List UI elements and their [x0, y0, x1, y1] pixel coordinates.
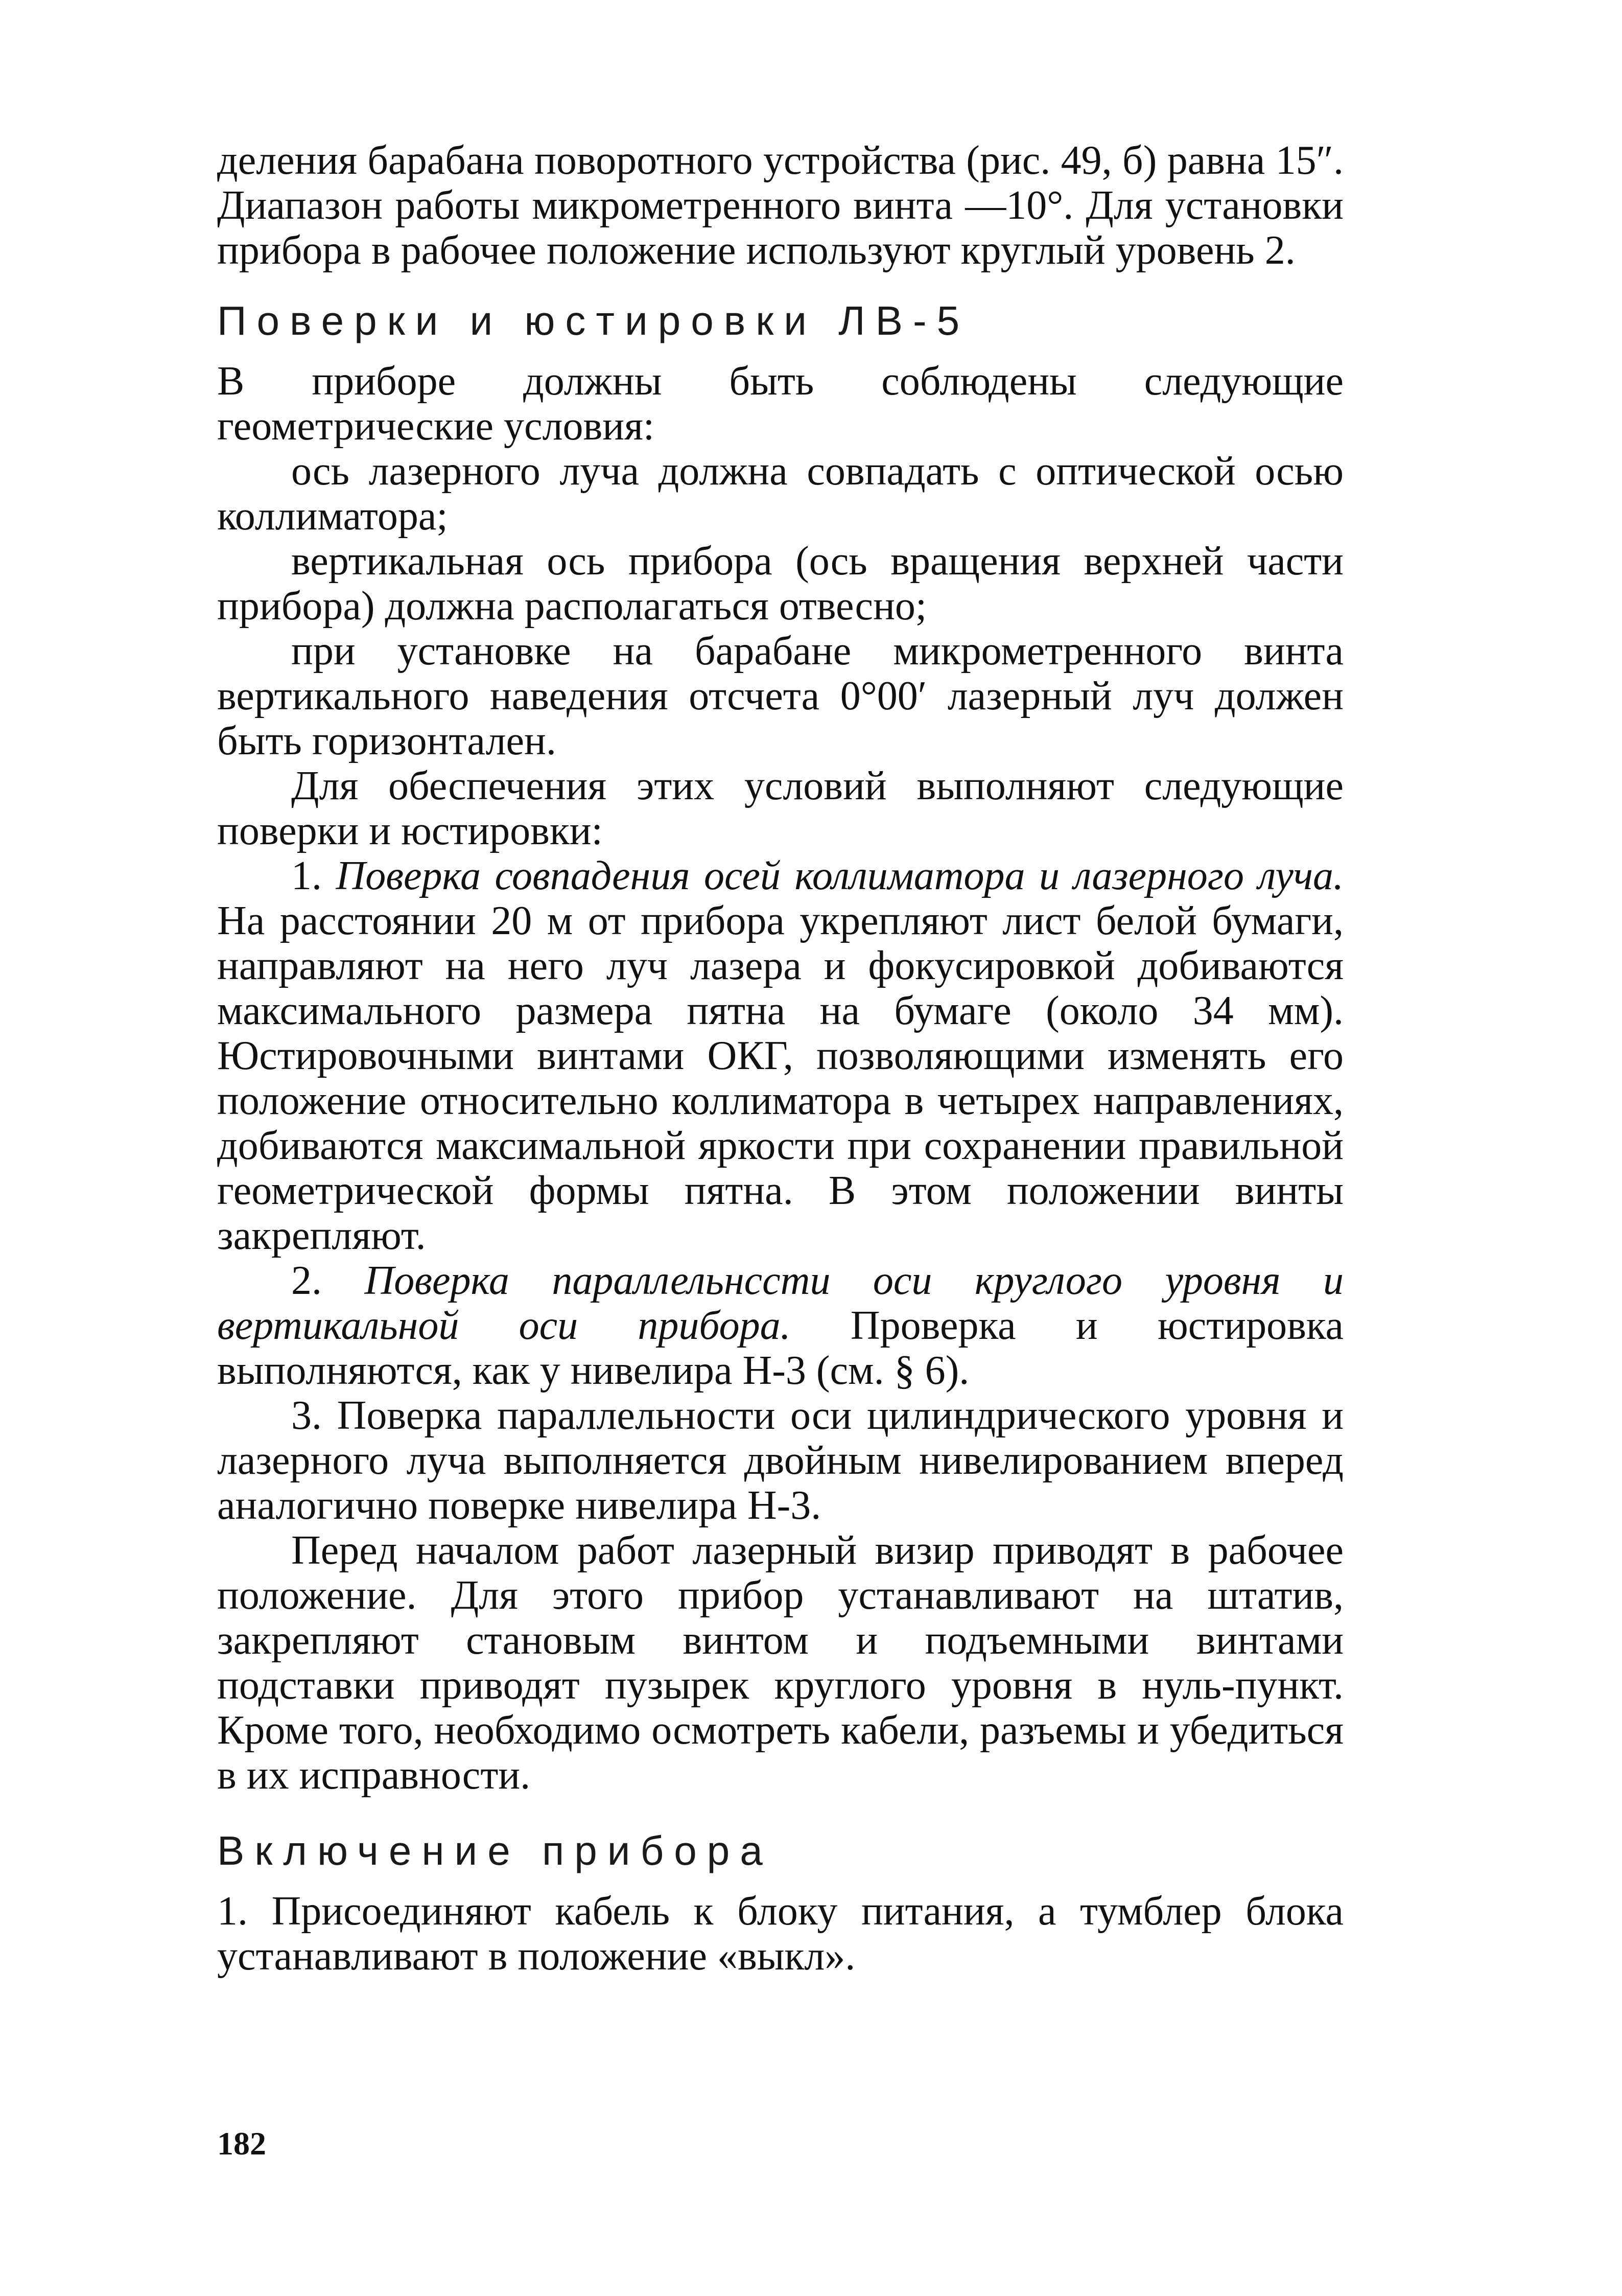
- conditions-lead-paragraph: В приборе должны быть соблюдены следующие геометрические условия:: [217, 359, 1344, 449]
- check-1-number: 1.: [291, 853, 336, 898]
- check-2-text: Проверка и юстировка выполняются, как у нивелира Н-3 (см. § 6).: [217, 1303, 1344, 1393]
- page-number: 182: [217, 2125, 266, 2162]
- power-on-step-1: 1. Присоединяют кабель к блоку питания, а тумблер блока устанавливают в положение «выкл».: [217, 1889, 1344, 1979]
- check-2-number: 2.: [291, 1258, 365, 1303]
- section-heading-checks: Поверки и юстировки ЛВ-5: [217, 298, 970, 343]
- preparation-paragraph: Перед началом работ лазерный визир приводят в рабочее положение. Для этого прибор устанавливают на штатив, закрепляют становым винтом и подъемными винтами подставки приводят пузырек круглого уровня в нуль-пункт. Кроме того, необходимо осмотреть кабели, разъемы и убедиться в их исправности.: [217, 1528, 1344, 1798]
- condition-item: при установке на барабане микрометренного винта вертикального наведения отсчета 0°00′ лазерный луч должен быть горизонтален.: [217, 629, 1344, 763]
- check-1-paragraph: [217, 853, 1344, 1258]
- condition-item: ось лазерного луча должна совпадать с оптической осью коллиматора;: [217, 449, 1344, 539]
- check-2-paragraph: [217, 1258, 1344, 1393]
- condition-item: вертикальная ось прибора (ось вращения верхней части прибора) должна располагаться отвесно;: [217, 539, 1344, 629]
- page-body: [217, 138, 1344, 1979]
- checks-intro-paragraph: Для обеспечения этих условий выполняют следующие поверки и юстировки:: [217, 763, 1344, 853]
- check-1-text: На расстоянии 20 м от прибора укрепляют лист белой бумаги, направляют на него луч лазера и фокусировкой добиваются максимального размера пятна на бумаге (около 34 мм). Юстировочными винтами ОКГ, позволяющими изменять его положение относительно коллиматора в четырех направлениях, добиваются максимальной яркости при сохранении правильной геометрической формы пятна. В этом положении винты закрепляют.: [217, 898, 1344, 1258]
- check-3-paragraph: 3. Поверка параллельности оси цилиндрического уровня и лазерного луча выполняется двойным нивелированием вперед аналогично поверке нивелира Н-3.: [217, 1393, 1344, 1528]
- section-heading-power-on: Включение прибора: [217, 1828, 773, 1873]
- intro-paragraph: деления барабана поворотного устройства (рис. 49, б) равна 15″. Диапазон работы микрометренного винта —10°. Для установки прибора в рабочее положение используют круглый уровень 2.: [217, 138, 1344, 273]
- check-2-title: Поверка параллельнсcти оси круглого уровня и вертикальной оси прибора.: [217, 1258, 1344, 1348]
- check-1-title: Поверка совпадения осей коллиматора и лазерного луча.: [336, 853, 1344, 898]
